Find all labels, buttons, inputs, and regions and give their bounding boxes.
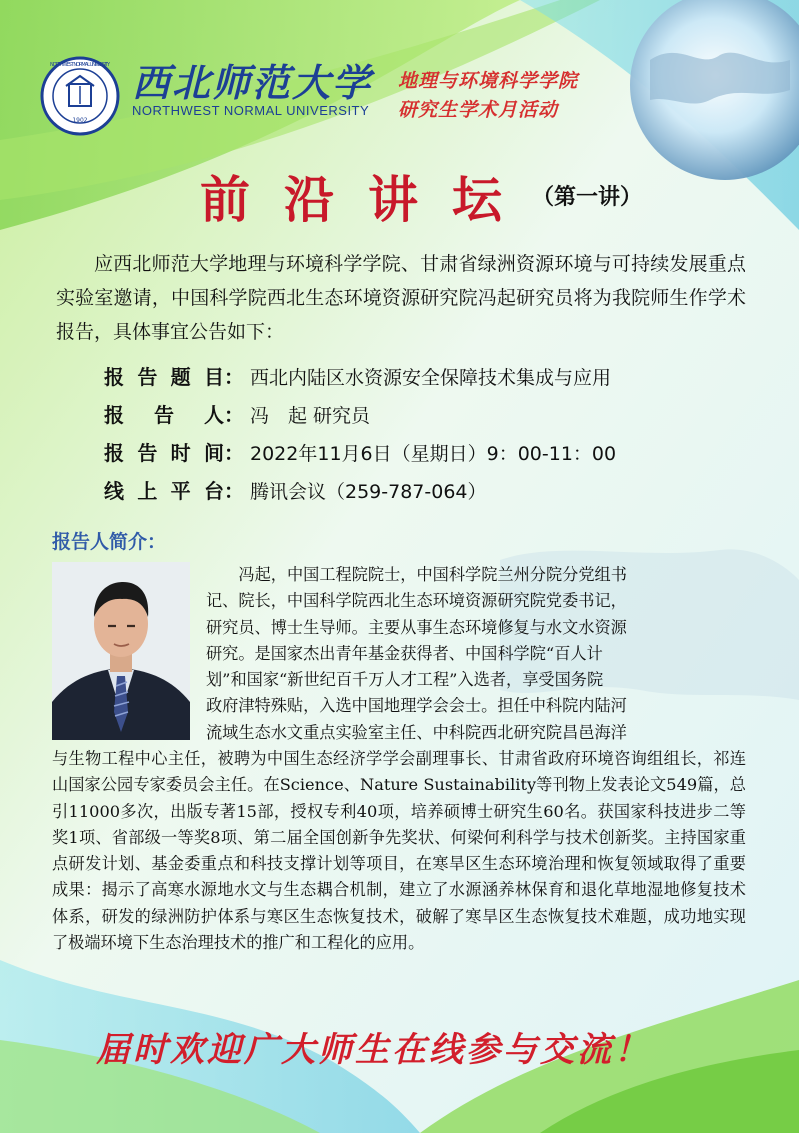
department-name: 地理与环境科学学院	[398, 70, 579, 92]
event-series: 研究生学术月活动	[398, 99, 559, 121]
detail-speaker: 报告人： 冯 起 研究员	[104, 396, 784, 434]
detail-label: 报告时间	[104, 441, 224, 465]
detail-label: 报告题目	[104, 365, 224, 389]
bio-line: 划”和国家“新世纪百千万人才工程”入选者，享受国务院	[206, 670, 604, 690]
lecture-number: （第一讲）	[532, 185, 643, 210]
closing-invitation: 届时欢迎广大师生在线参与交流！	[96, 1030, 651, 1070]
university-name-en: NORTHWEST NORMAL UNIVERSITY	[132, 103, 370, 118]
detail-platform: 线上平台： 腾讯会议（259-787-064）	[104, 472, 784, 510]
detail-time: 报告时间： 2022年11月6日（星期日）9：00-11：00	[104, 434, 784, 472]
page-title: 前沿讲坛	[200, 170, 536, 229]
seal-year: 1902	[72, 117, 88, 124]
detail-topic: 报告题目： 西北内陆区水资源安全保障技术集成与应用	[104, 358, 784, 396]
bio-line: 记、院长，中国科学院西北生态环境资源研究院党委书记，	[206, 591, 627, 611]
bio-line: 研究。是国家杰出青年基金获得者、中国科学院“百人计	[206, 643, 603, 663]
bio-line: 流域生态水文重点实验室主任、中科院西北研究院昌邑海洋	[206, 722, 627, 742]
detail-value: 腾讯会议（259-787-064）	[250, 481, 487, 503]
lecture-details	[104, 358, 784, 510]
detail-value: 2022年11月6日（星期日）9：00-11：00	[250, 443, 617, 465]
bio-line: 政府津特殊贴，入选中国地理学会会士。担任中科院内陆河	[206, 696, 627, 716]
detail-label: 线上平台	[104, 479, 224, 503]
intro-paragraph: 应西北师范大学地理与环境科学学院、甘肃省绿洲资源环境与可持续发展重点实验室邀请，中国科学院西北生态环境资源研究院冯起研究员将为我院师生作学术报告，具体事宜公告如下：	[56, 253, 746, 343]
bio-heading: 报告人简介：	[52, 531, 167, 553]
bio-text-continued: 与生物工程中心主任，被聘为中国生态经济学学会副理事长、甘肃省政府环境咨询组组长，祁连山国家公园专家委员会主任。在Science、Nature Sustainability等刊物上发表论文549篇，总引11000多次，出版专著15部，授权专利40项，培养硕博士研究生60名。获国家科技进步二等奖1项、省部级一等奖8项、第二届全国创新争先奖状、何梁何利科学与技术创新奖。主持国家重点研发计划、基金委重点和科技支撑计划等项目，在寒旱区生态环境治理和恢复领域取得了重要成果：揭示了高寒水源地水文与生态耦合机制，建立了水源涵养林保育和退化草地湿地修复技术体系，研发的绿洲防护体系与寒区生态恢复技术，破解了寒旱区生态恢复技术难题，成功地实现了极端环境下生态治理技术的推广和工程化的应用。	[52, 749, 746, 953]
university-seal-logo	[40, 56, 120, 136]
detail-label: 报告人	[104, 403, 224, 427]
detail-value: 西北内陆区水资源安全保障技术集成与应用	[250, 367, 612, 389]
bio-text-beside-photo	[206, 562, 746, 746]
detail-value: 冯 起 研究员	[250, 405, 371, 427]
university-name-cn: 西北师范大学	[132, 60, 373, 105]
bio-line: 研究员、博士生导师。主要从事生态环境修复与水文水资源	[206, 617, 627, 637]
bio-line: 冯起，中国工程院院士，中国科学院兰州分院分党组书	[238, 565, 627, 584]
seal-text: NORTHWEST NORMAL UNIVERSITY	[50, 62, 111, 68]
speaker-photo	[52, 562, 190, 740]
